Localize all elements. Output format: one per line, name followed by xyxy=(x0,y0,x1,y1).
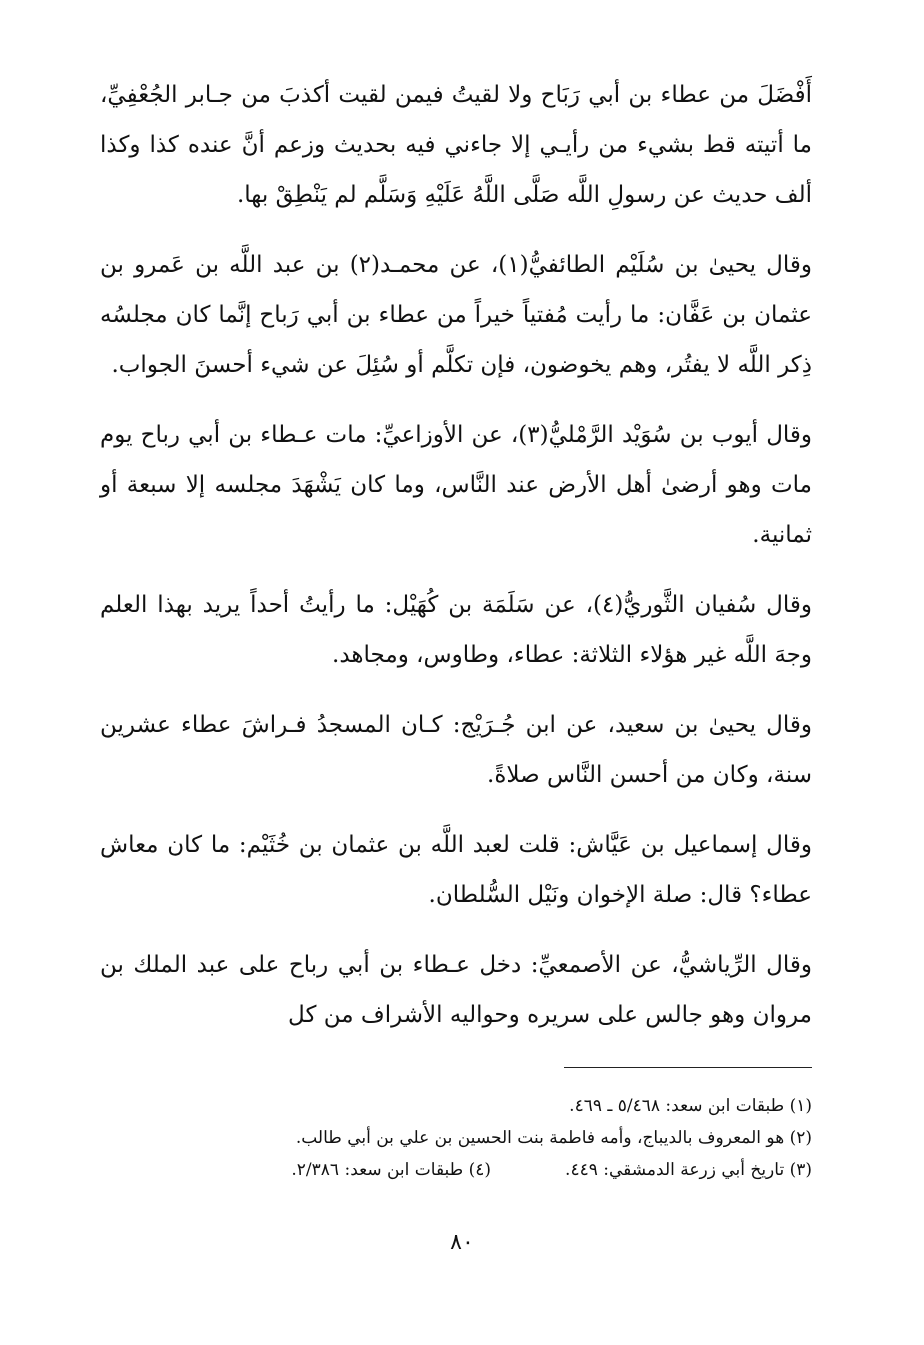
footnote-spacer xyxy=(491,1154,565,1186)
paragraph: وقال إسماعيل بن عَيَّاش: قلت لعبد اللَّه بن عثمان بن خُثَيْم: ما كان معاش عطاء؟ قال: صلة الإخوان ونَيْل السُّلطان. xyxy=(100,832,812,908)
footnote-4: (٤) طبقات ابن سعد: ٢/٣٨٦. xyxy=(291,1160,492,1180)
paragraph: أَفْضَلَ من عطاء بن أبي رَبَاح ولا لقيتُ فيمن لقيت أكذبَ من جـابر الجُعْفِيِّ، ما أتيته قط بشيء من رأيـي إلا جاءني فيه بحديث وزعم أنَّ عنده كذا وكذا ألف حديث عن رسولِ اللَّه صَلَّى اللَّهُ عَلَيْهِ وَسَلَّم لم يَنْطِقْ بها. xyxy=(100,82,812,208)
main-text xyxy=(100,70,812,1060)
footnote-2: (٢) هو المعروف بالديباج، وأمه فاطمة بنت الحسين بن علي بن أبي طالب. xyxy=(295,1128,812,1148)
footnote-line xyxy=(100,1154,812,1186)
footnote-divider xyxy=(564,1067,812,1068)
footnote-line xyxy=(100,1090,812,1122)
page-number: ٨٠ xyxy=(450,1230,474,1255)
paragraph: وقال أيوب بن سُوَيْد الرَّمْليُّ(٣)، عن الأوزاعيِّ: مات عـطاء بن أبي رباح يوم مات وهو أرضىٰ أهل الأرض عند النَّاس، وما كان يَشْهَدَ مجلسه إلا سبعة أو ثمانية. xyxy=(100,422,813,548)
footnote-3: (٣) تاريخ أبي زرعة الدمشقي: ٤٤٩. xyxy=(565,1160,812,1180)
paragraph: وقال يحيىٰ بن سُلَيْم الطائفيُّ(١)، عن محمـد(٢) بن عبد اللَّه بن عَمرو بن عثمان بن عَفَّان: ما رأيت مُفتياً خيراً من عطاء بن أبي رَباح إنَّما كان مجلسُه ذِكر اللَّه لا يفتُر، وهم يخوضون، فإن تكلَّم أو سُئِلَ عن شيء أحسنَ الجواب. xyxy=(100,252,813,378)
paragraph: وقال الرِّياشيُّ، عن الأصمعيِّ: دخل عـطاء بن أبي رباح على عبد الملك بن مروان وهو جالس على سريره وحواليه الأشراف من كل xyxy=(100,952,812,1028)
footnote-line xyxy=(100,1122,812,1154)
paragraph: وقال سُفيان الثَّوريُّ(٤)، عن سَلَمَة بن كُهَيْل: ما رأيتُ أحداً يريد بهذا العلم وجهَ اللَّه غير هؤلاء الثلاثة: عطاء، وطاوس، ومجاهد. xyxy=(100,592,812,668)
footnotes xyxy=(100,1090,812,1186)
paragraph: وقال يحيىٰ بن سعيد، عن ابن جُـرَيْج: كـان المسجدُ فـراشَ عطاء عشرين سنة، وكان من أحسن النَّاس صلاةً. xyxy=(100,712,812,788)
footnote-1: (١) طبقات ابن سعد: ٥/٤٦٨ ـ ٤٦٩. xyxy=(569,1096,812,1116)
